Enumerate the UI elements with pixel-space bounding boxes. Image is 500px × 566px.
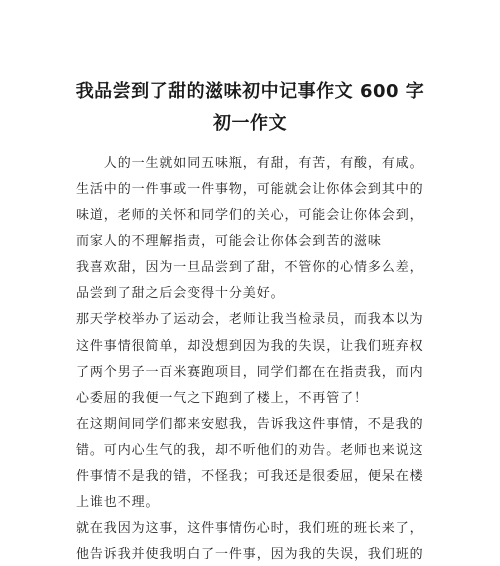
paragraph-line: 人的一生就如同五味瓶，有甜，有苦，有酸，有咸。 (76, 156, 424, 171)
document-title: 我品尝到了甜的滋味初中记事作文 600 字 (75, 81, 425, 102)
paragraph-line: 错。可内心生气的我，却不听他们的劝告。老师也来说这 (76, 443, 424, 458)
document-title-continued: 初一作文 (213, 113, 287, 134)
paragraph-line: 了两个男子一百米赛跑项目，同学们都在在指责我，而内 (76, 365, 424, 380)
paragraph-line: 这件事情很简单，却没想到因为我的失误，让我们班弃权 (76, 339, 424, 354)
paragraph-line: 他告诉我并使我明白了一件事，因为我的失误，我们班的 (76, 547, 424, 562)
paragraph-line: 品尝到了甜之后会变得十分美好。 (76, 286, 285, 301)
paragraph-line: 上谁也不理。 (76, 495, 160, 510)
paragraph-line: 我喜欢甜，因为一旦品尝到了甜，不管你的心情多么差， (76, 260, 424, 275)
paragraph-line: 心委屈的我便一气之下跑到了楼上，不再管了！ (76, 391, 368, 406)
paragraph-line: 就在我因为这事，这件事情伤心时，我们班的班长来了， (76, 521, 424, 536)
paragraph-line: 在这期间同学们都来安慰我，告诉我这件事情，不是我的 (76, 417, 424, 432)
paragraph-line: 生活中的一件事或一件事物，可能就会让你体会到其中的 (76, 182, 424, 197)
paragraph-line: 而家人的不理解指责，可能会让你体会到苦的滋味 (76, 234, 382, 249)
paragraph-line: 件事情不是我的错，不怪我；可我还是很委屈，便呆在楼 (76, 469, 424, 484)
paragraph-line: 那天学校举办了运动会，老师让我当检录员，而我本以为 (76, 312, 424, 327)
paragraph-line: 味道，老师的关怀和同学们的关心，可能会让你体会到， (76, 208, 424, 223)
